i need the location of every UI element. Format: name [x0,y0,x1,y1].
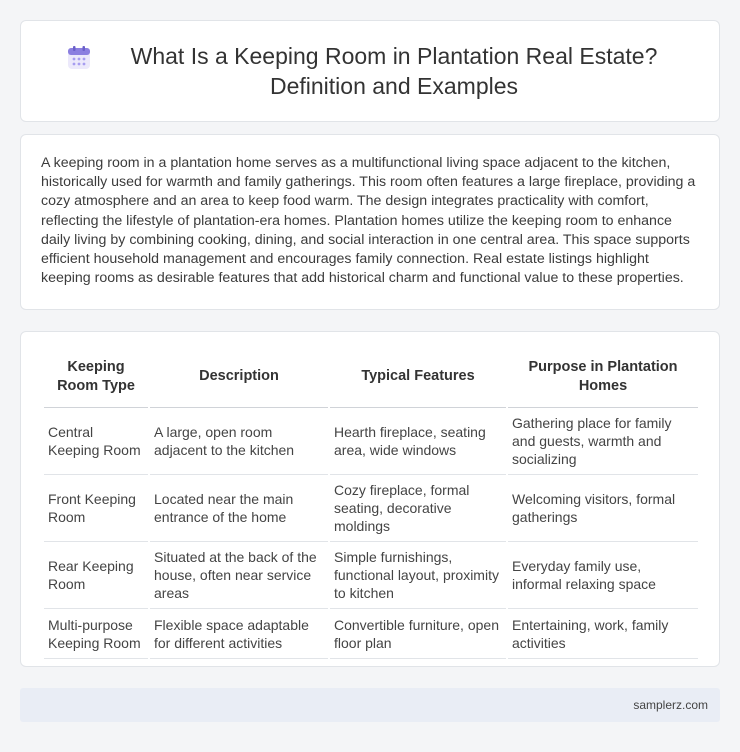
table-cell: Flexible space adaptable for different activities [150,609,328,659]
source-link[interactable]: samplerz.com [633,698,708,712]
table-cell: A large, open room adjacent to the kitchen [150,408,328,475]
table-cell: Multi-purpose Keeping Room [44,609,148,659]
intro-card [20,134,720,310]
table-cell: Front Keeping Room [44,475,148,542]
table-cell: Convertible furniture, open floor plan [330,609,506,659]
table-cell: Everyday family use, informal relaxing space [508,542,698,609]
keeping-room-table [42,346,700,659]
table-header-row [44,346,698,408]
table-cell: Situated at the back of the house, often near service areas [150,542,328,609]
column-header: Typical Features [330,346,506,408]
table-cell: Cozy fireplace, formal seating, decorative moldings [330,475,506,542]
table-cell: Gathering place for family and guests, warmth and socializing [508,408,698,475]
table-row [44,609,698,659]
table-row [44,542,698,609]
page-title: What Is a Keeping Room in Plantation Real Estate? Definition and Examples [130,43,658,99]
table-cell: Located near the main entrance of the home [150,475,328,542]
intro-paragraph: A keeping room in a plantation home serves as a multifunctional living space adjacent to the kitchen, historically used for warmth and family gatherings. This room often features a large fireplace, providing a cozy atmosphere and an area to keep food warm. The design integrates practicality with comfort, reflecting the lifestyle of plantation-era homes. Plantation homes utilize the keeping room to enhance daily living by combining cooking, dining, and social interaction in one central area. This space supports efficient household management and encourages family connection. Real estate listings highlight keeping rooms as desirable features that add historical charm and functional value to these properties. [41,155,696,287]
table-cell: Central Keeping Room [44,408,148,475]
title-wrap [66,41,674,101]
column-header: Keeping Room Type [44,346,148,408]
table-cell: Entertaining, work, family activities [508,609,698,659]
title-card [20,20,720,122]
table-cell: Welcoming visitors, formal gatherings [508,475,698,542]
table-row [44,408,698,475]
table-cell: Simple furnishings, functional layout, proximity to kitchen [330,542,506,609]
table-row [44,475,698,542]
table-cell: Hearth fireplace, seating area, wide windows [330,408,506,475]
table-card [20,331,720,667]
column-header: Description [150,346,328,408]
calendar-icon [66,45,92,71]
footer [20,688,720,722]
table-cell: Rear Keeping Room [44,542,148,609]
column-header: Purpose in Plantation Homes [508,346,698,408]
